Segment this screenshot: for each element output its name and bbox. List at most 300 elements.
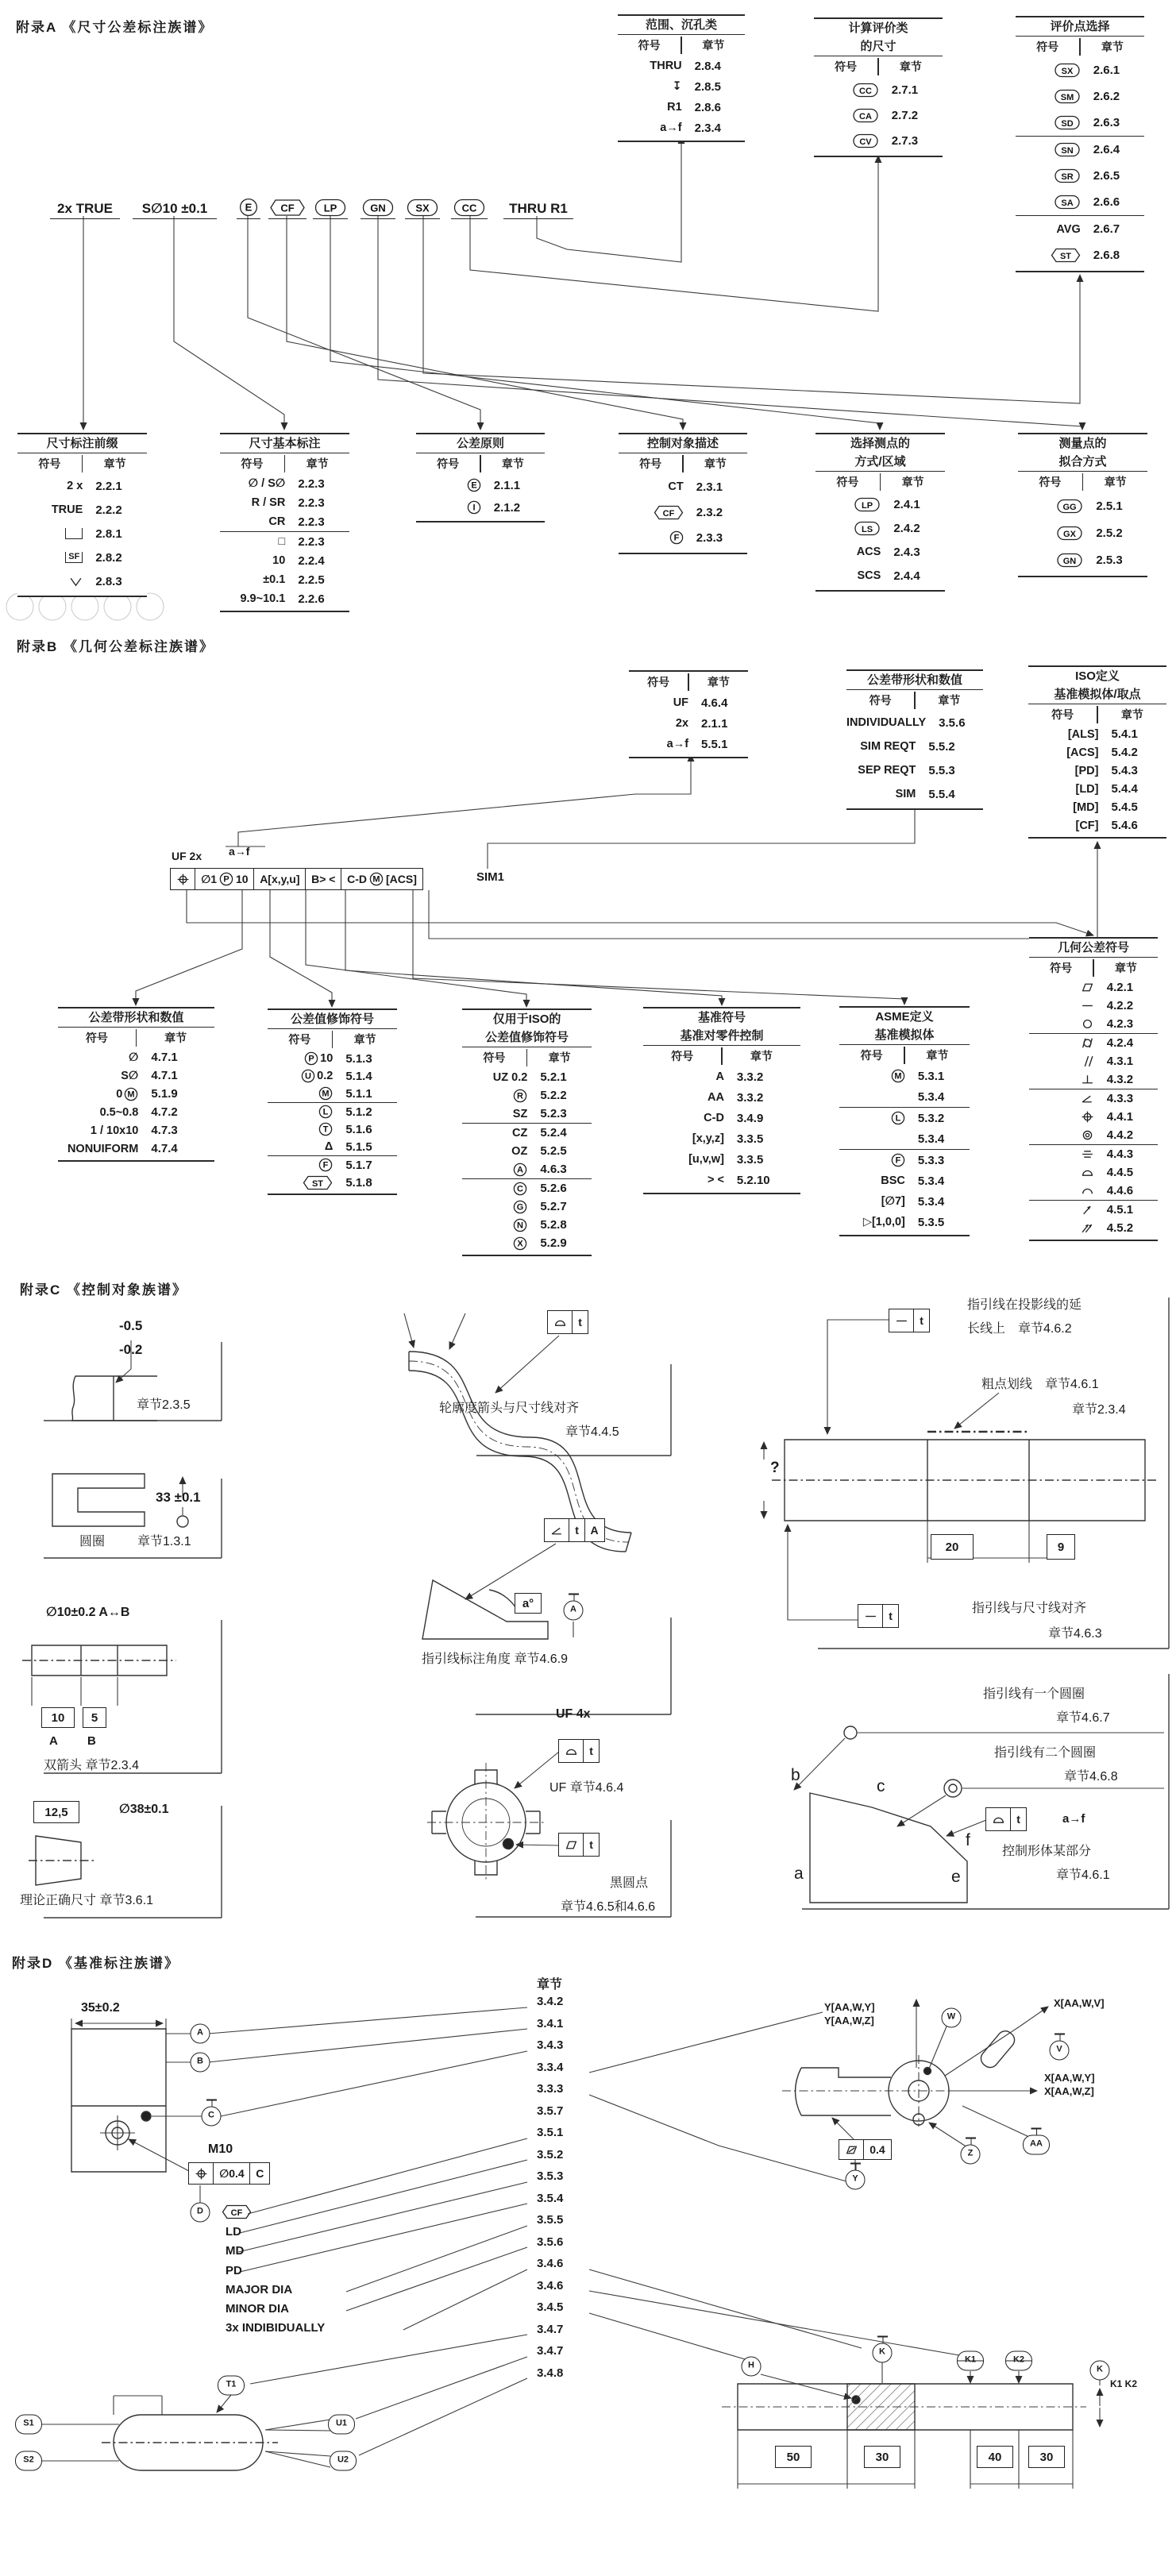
label-d-md: MD (226, 2244, 245, 2258)
circled-letter-icon (513, 1200, 527, 1214)
table-title-2: 方式/区域 (815, 453, 945, 472)
appendix-a-title: 附录A 《尺寸公差标注族谱》 (16, 20, 214, 35)
table-row: [∅7] 5.3.4 (881, 1194, 945, 1209)
datum-balloon-Z: Z (961, 2145, 981, 2165)
table-row: ±0.1 2.2.5 (263, 573, 325, 587)
chapters-header: 章节 (537, 1978, 563, 1992)
table-row: 1 / 10x10 4.7.3 (90, 1124, 178, 1137)
ang-symbol-icon (1081, 1093, 1094, 1105)
label-c-lf: f (966, 1831, 970, 1849)
table-title: 选择测点的 (850, 437, 910, 450)
table-row: CV 2.7.3 (814, 128, 943, 153)
pos-symbol-icon (195, 2168, 208, 2180)
circled-letter-icon (318, 1086, 333, 1101)
label-c-c3A: A (49, 1734, 58, 1748)
table-row: ST 2.6.8 (1016, 242, 1144, 268)
label-d-ld: LD (226, 2225, 241, 2239)
svg-text:A: A (517, 1165, 524, 1175)
table-row: GN 2.5.3 (1018, 546, 1147, 573)
label-c-lb: b (791, 1766, 800, 1784)
chapter-number: 3.5.5 (537, 2213, 564, 2227)
label-d-xz: X[AA,W,Z] (1044, 2085, 1094, 2097)
label-c-c3a: ∅10±0.2 A↔B (46, 1606, 130, 1619)
label-d-xv: X[AA,W,V] (1054, 1997, 1105, 2009)
frame-f7b (559, 1833, 600, 1857)
svg-text:M: M (372, 874, 380, 885)
symbol-table-b6 (462, 1008, 592, 1256)
table-header: 符号 章节 (619, 453, 747, 474)
appendix-d-title: 附录D 《基准标注族谱》 (12, 1956, 179, 1971)
table-row: CA 2.7.2 (814, 102, 943, 128)
lprof-symbol-icon (1081, 1185, 1094, 1197)
svg-text:GG: GG (1062, 502, 1077, 512)
table-title: 范围、沉孔类 (618, 16, 745, 35)
datum-balloon-KR: K (1090, 2361, 1110, 2381)
oval-symbol-icon (453, 199, 485, 217)
table-row: ↧ 2.8.5 (672, 79, 722, 94)
table-row: 4.2.1 (1029, 978, 1158, 997)
svg-text:GN: GN (1063, 556, 1077, 566)
table-title: 公差原则 (416, 434, 545, 453)
chapter-number: 3.4.6 (537, 2279, 564, 2293)
chapter-number: 3.5.1 (537, 2126, 564, 2139)
circled-letter-icon (369, 872, 384, 886)
table-row: LP 2.4.1 (815, 492, 945, 516)
svg-text:M: M (127, 1089, 135, 1100)
datum-balloon-S1: S1 (15, 2415, 42, 2435)
datum-balloon-A: A (191, 2024, 210, 2044)
table-row: R1 2.8.6 (667, 100, 722, 114)
sprof-symbol-icon (553, 1317, 567, 1328)
table-row: 4.3.2 (1029, 1070, 1158, 1089)
label-c-lc: c (877, 1777, 885, 1795)
datum-balloon-K2: K2 (1005, 2351, 1032, 2371)
circled-letter-icon (891, 1111, 905, 1125)
table-title-2: 基准对零件控制 (643, 1027, 800, 1046)
table-row: □ 2.2.3 (220, 531, 349, 551)
pos-symbol-icon (1081, 1111, 1094, 1123)
circled-letter-icon (318, 1122, 333, 1136)
chapter-number: 3.4.7 (537, 2344, 564, 2358)
table-row: CZ 5.2.4 (462, 1123, 592, 1142)
datum-balloon-U1: U1 (328, 2415, 355, 2435)
table-header: 符号 章节 (629, 672, 748, 692)
table-header: 符号 章节 (1028, 704, 1166, 725)
fcf-segment: t (882, 1604, 899, 1628)
table-header: 符号 章节 (839, 1045, 970, 1066)
table-header: 符号 章节 (643, 1046, 800, 1066)
svg-text:E: E (471, 480, 477, 491)
frame-f8 (889, 1309, 930, 1332)
label-c-le: e (951, 1868, 961, 1886)
table-row: UZ 0.2 5.2.1 (492, 1070, 567, 1084)
table-title-2: 的尺寸 (814, 37, 943, 56)
symbol-table-b3 (1028, 665, 1166, 839)
circled-letter-icon (669, 530, 684, 545)
oval-symbol-icon (1055, 142, 1081, 157)
label-b-af: a→f (229, 845, 250, 858)
frame-f5 (548, 1310, 588, 1334)
chapter-number: 3.4.8 (537, 2366, 564, 2380)
symbol-table-b1 (629, 670, 748, 758)
fcf-segment (544, 1518, 570, 1542)
fcf-segment: C-D M [ACS] (341, 868, 423, 890)
table-row: [CF] 5.4.6 (1075, 819, 1138, 832)
svg-text:M: M (894, 1071, 902, 1082)
chapter-number: 3.3.3 (537, 2082, 564, 2096)
label-c-c2a: 33 ±0.1 (156, 1490, 201, 1505)
table-title: 几何公差符号 (1029, 939, 1158, 958)
table-row: 4.4.1 (1029, 1108, 1158, 1126)
table-row: SR 2.6.5 (1016, 163, 1144, 189)
table-row: A 4.6.3 (462, 1160, 592, 1178)
label-c-c2b: 圆圈 (79, 1535, 106, 1548)
chapter-number: 3.4.5 (537, 2300, 564, 2314)
table-row: [ACS] 5.4.2 (1066, 746, 1138, 759)
table-row: OZ 5.2.5 (511, 1144, 567, 1158)
chapter-number: 3.4.7 (537, 2323, 564, 2336)
chapter-number: 3.5.3 (537, 2169, 564, 2183)
symbol-table-a2 (814, 17, 943, 157)
table-row: R / SR 2.2.3 (251, 496, 325, 510)
table-row: [x,y,z] 3.3.5 (692, 1132, 764, 1146)
dimension-box-ba: a° (515, 1593, 542, 1614)
fcf-segment: C (249, 2162, 270, 2185)
svg-text:G: G (517, 1202, 524, 1213)
fcf-segment (558, 1833, 584, 1857)
table-row: 2.8.3 (17, 569, 147, 593)
datum-balloon-C: C (202, 2107, 222, 2127)
datum-balloon-cA: A (564, 1601, 584, 1621)
datum-balloon-W: W (942, 2008, 962, 2028)
svg-text:L: L (895, 1113, 901, 1124)
datum-balloon-K: K (873, 2343, 893, 2363)
table-row: [ALS] 5.4.1 (1067, 727, 1138, 741)
table-header: 符号 章节 (814, 56, 943, 77)
datum-balloon-U2: U2 (330, 2451, 357, 2471)
table-row: CT 2.3.1 (668, 480, 723, 494)
circled-letter-icon (513, 1089, 527, 1103)
label-c-c13f: a→f (1062, 1812, 1085, 1826)
label-d-pd: PD (226, 2264, 242, 2277)
table-row: C-D 3.4.9 (704, 1111, 764, 1125)
table-header: 符号 章节 (1016, 37, 1144, 57)
table-row: ▷[1,0,0] 5.3.5 (862, 1215, 945, 1229)
fcf-segment: ∅1 P 10 (195, 868, 254, 890)
table-row: 4.2.2 (1029, 997, 1158, 1015)
svg-text:M: M (322, 1089, 330, 1099)
oval-symbol-icon (1055, 168, 1081, 183)
table-row: SIM 5.5.4 (895, 787, 955, 801)
symbol-table-b4 (58, 1007, 214, 1162)
table-row: [MD] 5.4.5 (1073, 800, 1138, 814)
table-row: M 5.3.1 (839, 1066, 970, 1086)
table-header: 符号 章节 (846, 690, 983, 711)
label-c-c11a: 指引线有一个圆圈 (983, 1687, 1085, 1701)
table-header: 符号 章节 (58, 1028, 214, 1048)
dimension-box-b20: 20 (931, 1534, 974, 1560)
table-title: 测量点的 (1058, 437, 1107, 450)
pos-symbol-icon (176, 873, 190, 885)
fcf-segment: B> < (305, 868, 341, 890)
oval-symbol-icon (1057, 499, 1083, 514)
symbol-table-b9 (1029, 937, 1158, 1241)
frame-f13 (986, 1807, 1027, 1831)
table-row: 4.3.3 (1029, 1089, 1158, 1108)
label-c-c12a: 指引线有二个圆圈 (994, 1746, 1097, 1760)
oval-symbol-icon (1055, 89, 1081, 104)
table-row: INDIVIDUALLY 3.5.6 (846, 715, 966, 730)
table-row: U 0.2 5.1.4 (268, 1067, 397, 1085)
datum-hex-cf (222, 2204, 252, 2219)
oval-symbol-icon (1055, 63, 1081, 78)
circled-letter-icon (891, 1069, 905, 1083)
circled-letter-icon (467, 500, 481, 515)
datum-balloon-AA: AA (1023, 2135, 1050, 2155)
fcf-segment (858, 1604, 884, 1628)
table-row: SD 2.6.3 (1016, 110, 1144, 136)
svg-text:SM: SM (1060, 92, 1074, 102)
svg-text:SN: SN (1061, 145, 1074, 156)
table-row: ∅ / S∅ 2.2.3 (248, 476, 325, 491)
table-title: 公差值修饰符号 (268, 1010, 397, 1029)
fcf-segment (170, 868, 196, 890)
symbol-table-b5 (268, 1008, 397, 1195)
table-title: 公差带形状和数值 (846, 671, 983, 690)
table-row: Δ 5.1.5 (324, 1140, 372, 1154)
table-header: 符号 章节 (618, 35, 745, 56)
chapter-number: 3.3.4 (537, 2061, 564, 2074)
table-row: CC 2.7.1 (814, 77, 943, 102)
circled-letter-icon (891, 1153, 905, 1167)
table-row: GX 2.5.2 (1018, 519, 1147, 546)
label-c-c10b: 章节4.6.3 (1048, 1627, 1102, 1641)
table-row: SCS 2.4.4 (857, 569, 920, 583)
circled-letter-icon (304, 1051, 318, 1066)
table-row: X 5.2.9 (462, 1234, 592, 1252)
table-row: SN 2.6.4 (1016, 136, 1144, 163)
frame-f7a (559, 1739, 600, 1763)
svg-text:CC: CC (858, 86, 872, 96)
chapter-number: 3.4.2 (537, 1995, 564, 2008)
symbol-table-a6 (416, 433, 545, 523)
table-row: N 5.2.8 (462, 1216, 592, 1234)
fcf-segment: t (569, 1518, 585, 1542)
dimension-box-b125: 12,5 (33, 1801, 79, 1823)
svg-text:R: R (517, 1091, 524, 1101)
table-row: R 5.2.2 (462, 1086, 592, 1105)
table-row: 4.2.4 (1029, 1033, 1158, 1052)
chapter-number: 3.5.7 (537, 2104, 564, 2118)
annotation-token (313, 193, 348, 219)
svg-text:E: E (245, 201, 253, 214)
table-row: F 2.3.3 (619, 525, 747, 550)
svg-text:P: P (223, 874, 229, 885)
annotation-token (268, 193, 307, 219)
symbol-table-a7 (619, 433, 747, 554)
fcf-segment: ∅0.4 (213, 2162, 250, 2185)
label-c-c4c: 理论正确尺寸 章节3.6.1 (20, 1894, 154, 1907)
conc-symbol-icon (1081, 1129, 1094, 1141)
symbol-table-b8 (839, 1006, 970, 1236)
table-row: GG 2.5.1 (1018, 492, 1147, 519)
annotation-token (361, 193, 395, 219)
label-c-c12b: 章节4.6.8 (1064, 1770, 1118, 1784)
csk-symbol-icon (69, 576, 83, 588)
oval-symbol-icon (1055, 195, 1081, 210)
table-row: SX 2.6.1 (1016, 57, 1144, 83)
chapter-number: 3.4.6 (537, 2257, 564, 2270)
fcf-segment (889, 1309, 915, 1332)
circled-symbol-icon (239, 198, 258, 217)
table-row: LS 2.4.2 (815, 516, 945, 540)
table-row: SEP REQT 5.5.3 (858, 763, 955, 777)
svg-text:C: C (517, 1184, 524, 1194)
table-row: AVG 2.6.7 (1016, 215, 1144, 242)
symbol-table-b2 (846, 669, 983, 810)
symbol-table-a4 (17, 433, 147, 597)
label-c-c8a: 指引线在投影线的延 (967, 1298, 1082, 1312)
table-title: 计算评价类 (848, 21, 908, 35)
oval-symbol-icon (853, 83, 879, 98)
label-d-indiv: 3x INDIBIDUALLY (226, 2321, 326, 2335)
svg-text:L: L (322, 1107, 329, 1117)
label-c-c9b: 章节2.3.4 (1072, 1403, 1126, 1417)
label-d-y2: Y[AA,W,Z] (824, 2015, 874, 2026)
annotation-token: S∅10 ±0.1 (133, 193, 217, 219)
label-c-c13b: 章节4.6.1 (1056, 1868, 1110, 1882)
svg-text:U: U (305, 1071, 312, 1082)
table-row: 4.2.3 (1029, 1015, 1158, 1033)
straight-symbol-icon (864, 1610, 877, 1622)
fcf-segment (985, 1807, 1012, 1831)
datum-balloon-H: H (742, 2357, 762, 2377)
dimension-box-b9: 9 (1047, 1534, 1075, 1560)
symbol-table-a5 (220, 433, 349, 612)
svg-text:GX: GX (1063, 529, 1077, 539)
feature-control-frame-d (189, 2162, 270, 2185)
svg-text:ST: ST (1059, 251, 1071, 261)
svg-text:I: I (472, 503, 476, 513)
table-row: 5.3.4 (917, 1132, 945, 1146)
datum-balloon-Y: Y (846, 2170, 866, 2190)
svg-text:LS: LS (862, 524, 873, 534)
table-title-2: 基准模拟体/取点 (1028, 685, 1166, 704)
circled-letter-icon (467, 478, 481, 492)
feature-control-frame-b (171, 868, 423, 890)
fcf-segment: A[x,y,u] (253, 868, 306, 890)
dimension-box-d50: 50 (775, 2446, 812, 2468)
label-c-c8b: 长线上 章节4.6.2 (967, 1322, 1072, 1336)
table-row: > < 5.2.10 (707, 1173, 770, 1187)
table-row: a→f 5.5.1 (666, 737, 728, 751)
label-d-m10: M10 (208, 2142, 233, 2156)
label-c-la: a (794, 1865, 804, 1883)
label-c-c7c: 黑圆点 (610, 1876, 649, 1890)
svg-text:SX: SX (415, 202, 430, 214)
chapter-number: 3.4.1 (537, 2017, 564, 2030)
table-row: 0 M 5.1.9 (116, 1087, 178, 1101)
svg-text:T: T (322, 1124, 329, 1135)
table-row: SZ 5.2.3 (512, 1107, 567, 1120)
table-row: 4.4.2 (1029, 1126, 1158, 1144)
table-row: CR 2.2.3 (268, 515, 325, 529)
table-row: M 5.1.1 (268, 1085, 397, 1102)
oval-symbol-icon (362, 199, 394, 217)
sprof-symbol-icon (565, 1745, 578, 1757)
hexagon-symbol-icon (303, 1175, 333, 1190)
oval-symbol-icon (1057, 526, 1083, 541)
hexagon-symbol-icon (269, 199, 306, 217)
dimension-box-d30a: 30 (864, 2446, 900, 2468)
table-row: ACS 2.4.3 (856, 545, 920, 559)
table-header: 符号 章节 (1029, 958, 1158, 978)
svg-text:SD: SD (1061, 118, 1074, 129)
circled-letter-icon (301, 1069, 315, 1083)
symbol-table-a9 (1018, 433, 1147, 577)
datum-balloon-K1: K1 (957, 2351, 984, 2371)
svg-text:X: X (517, 1239, 523, 1249)
table-row: AA 3.3.2 (707, 1090, 764, 1105)
svg-text:ST: ST (312, 1178, 324, 1189)
label-d-mind: MINOR DIA (226, 2302, 289, 2316)
fcf-segment: t (1010, 1807, 1027, 1831)
table-row: UF 4.6.4 (673, 696, 728, 710)
runout-symbol-icon (1081, 1204, 1094, 1216)
annotation-token (451, 193, 488, 219)
table-title: 尺寸基本标注 (220, 434, 349, 453)
label-c-c7a: UF 4x (556, 1707, 591, 1721)
fcf-segment: 0.4 (863, 2139, 891, 2160)
frame-f6 (545, 1518, 605, 1542)
table-row: [LD] 5.4.4 (1075, 782, 1138, 796)
fcf-segment: t (583, 1833, 600, 1857)
svg-text:CC: CC (461, 202, 477, 214)
table-header: 符号 章节 (815, 472, 945, 492)
dimension-box-b5: 5 (83, 1707, 106, 1728)
table-title-2: 基准模拟体 (839, 1026, 970, 1045)
circle-symbol-icon (1081, 1018, 1094, 1030)
svg-text:CF: CF (230, 2208, 243, 2218)
sprof-symbol-icon (992, 1814, 1005, 1826)
oval-symbol-icon (314, 199, 346, 217)
oval-symbol-icon (853, 133, 879, 148)
annotation-token (237, 193, 260, 219)
datum-balloon-S2: S2 (15, 2451, 42, 2471)
table-row: SM 2.6.2 (1016, 83, 1144, 110)
svg-text:N: N (517, 1221, 524, 1231)
frame-f10 (858, 1604, 899, 1628)
table-row: G 5.2.7 (462, 1197, 592, 1216)
fcf-segment (839, 2139, 865, 2160)
label-b-uf2x: UF 2x (172, 850, 202, 862)
label-c-c1c: 章节2.3.5 (137, 1398, 191, 1412)
label-c-c5b: 章节4.4.5 (565, 1425, 619, 1439)
table-header: 符号 章节 (268, 1029, 397, 1050)
svg-text:SA: SA (1061, 198, 1074, 208)
datum-balloon-D: D (191, 2203, 210, 2223)
symbol-table-a3 (1016, 16, 1144, 272)
appendix-c-title: 附录C 《控制对象族谱》 (20, 1282, 187, 1298)
table-title: ISO定义 (1075, 669, 1120, 683)
table-header: 符号 章节 (220, 453, 349, 474)
straight-symbol-icon (1081, 1000, 1094, 1012)
table-row: A 3.3.2 (715, 1070, 764, 1084)
fcf-segment: t (572, 1310, 588, 1334)
label-c-c6a: 指引线标注角度 章节4.6.9 (422, 1652, 569, 1666)
table-title-2: 拟合方式 (1018, 453, 1147, 472)
table-row: 9.9~10.1 2.2.6 (240, 592, 325, 606)
